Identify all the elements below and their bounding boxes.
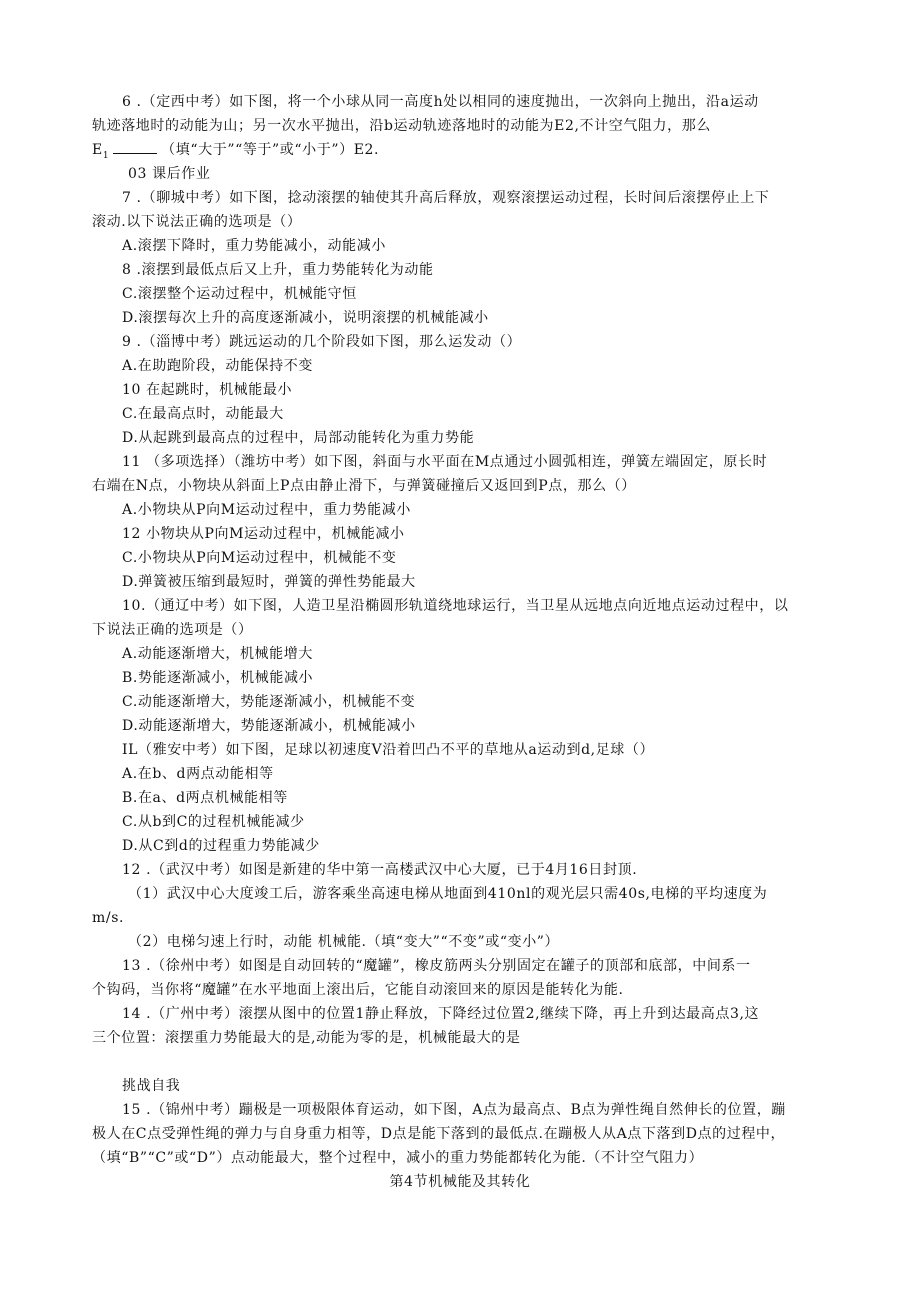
q11-option-a: A.小物块从P向M运动过程中，重力势能减小: [122, 502, 411, 518]
q-ya-an-option-d: D.从C到d的过程重力势能减少: [122, 838, 320, 854]
q10-line-2: 下说法正确的选项是（）: [92, 622, 253, 638]
q7-line-2: 滚动.以下说法正确的选项是（）: [92, 214, 302, 230]
q9-option-d: D.从起跳到最高点的过程中，局部动能转化为重力势能: [122, 430, 475, 446]
q12-part-2: （2）电梯匀速上行时，动能 机械能.（填“变大”“不变”或“变小”）: [128, 934, 560, 950]
q10-option-d: D.动能逐渐增大，势能逐渐减小，机械能减小: [122, 718, 416, 734]
q11-line-2: 右端在N点，小物块从斜面上P点由静止滑下，与弹簧碰撞后又返回到P点，那么（）: [92, 478, 636, 494]
q9-line-1: 9 .（淄博中考）跳远运动的几个阶段如下图，那么运发动（）: [122, 334, 522, 350]
q15-line-3: （填“B”“C”或“D”）点动能最大，整个过程中，减小的重力势能都转化为能.（不计空气阻力）: [92, 1150, 704, 1166]
q9-option-c: C.在最高点时，动能最大: [122, 406, 284, 422]
q-ya-an-option-c: C.从b到C的过程机械能减少: [122, 814, 305, 830]
q10-option-c: C.动能逐渐增大，势能逐渐减小，机械能不变: [122, 694, 416, 710]
q13-line-1: 13 .（徐州中考）如图是自动回转的“魔罐”，橡皮筋两头分别固定在罐子的顶部和底部，中间系一: [122, 958, 751, 974]
q11-option-b: 12 小物块从P向M运动过程中，机械能减小: [122, 526, 405, 542]
q6-line-3-text: （填“大于”“等于”或“小于”）E2.: [161, 142, 380, 158]
q12-part-1: （1）武汉中心大度竣工后，游客乘坐高速电梯从地面到410nl的观光层只需40s,电梯的平均速度为: [128, 886, 768, 902]
q-ya-an-line-1: IL（雅安中考）如下图，足球以初速度V沿着凹凸不平的草地从a运动到d,足球（）: [122, 742, 655, 758]
q7-option-c: C.滚摆整个运动过程中，机械能守恒: [122, 286, 357, 302]
q7-line-1: 7 .（聊城中考）如下图，捻动滚摆的轴使其升高后释放，观察滚摆运动过程，长时间后滚摆停止上下: [122, 190, 770, 206]
q12-part-1-unit: m/s.: [92, 910, 125, 926]
q11-option-d: D.弹簧被压缩到最短时，弹簧的弹性势能最大: [122, 574, 416, 590]
q15-line-1: 15 .（锦州中考）蹦极是一项极限体育运动，如下图，A点为最高点、B点为弹性绳自然伸长的位置，蹦: [122, 1102, 786, 1118]
q14-line-2: 三个位置：滚摆重力势能最大的是,动能为零的是，机械能最大的是: [92, 1030, 521, 1046]
section-footer-title: 第4节机械能及其转化: [389, 1174, 531, 1190]
section-after-class: 03 课后作业: [128, 166, 211, 182]
q7-option-a: A.滚摆下降时，重力势能减小，动能减小: [122, 238, 386, 254]
q6-line-2: 轨迹落地时的动能为山；另一次水平抛出，沿b运动轨迹落地时的动能为E2,不计空气阻力，那么: [92, 118, 711, 134]
q10-option-a: A.动能逐渐增大，机械能增大: [122, 646, 313, 662]
q13-line-2: 个钩码，当你将“魔罐”在水平地面上滚出后，它能自动滚回来的原因是能转化为能.: [92, 982, 624, 998]
q-ya-an-option-b: B.在a、d两点机械能相等: [122, 790, 288, 806]
q12-line-1: 12 .（武汉中考）如图是新建的华中第一高楼武汉中心大厦，已于4月16日封顶.: [122, 862, 638, 878]
answer-blank: [113, 140, 157, 154]
q11-line-1: 11 （多项选择）（潍坊中考）如下图，斜面与水平面在M点通过小圆弧相连，弹簧左端固定，原长时: [122, 454, 768, 470]
q6-line-3: [92, 140, 832, 166]
q7-option-b: 8 .滚摆到最低点后又上升，重力势能转化为动能: [122, 262, 434, 278]
e1-label: E: [92, 142, 103, 158]
q7-option-d: D.滚摆每次上升的高度逐渐减小，说明滚摆的机械能减小: [122, 310, 489, 326]
e1-subscript: 1: [102, 150, 110, 161]
section-challenge: 挑战自我: [122, 1078, 181, 1094]
q14-line-1: 14 .（广州中考）滚摆从图中的位置1静止释放，下降经过位置2,继续下降，再上升到达最高点3,这: [122, 1006, 760, 1022]
q15-line-2: 极人在C点受弹性绳的弹力与自身重力相等，D点是能下落到的最低点.在蹦极人从A点下落到D点的过程中，: [92, 1126, 786, 1142]
q10-option-b: B.势能逐渐减小，机械能减小: [122, 670, 314, 686]
q9-option-b: 10 在起跳时，机械能最小: [122, 382, 293, 398]
q-ya-an-option-a: A.在b、d两点动能相等: [122, 766, 274, 782]
q9-option-a: A.在助跑阶段，动能保持不变: [122, 358, 313, 374]
q10-line-1: 10.（通辽中考）如下图，人造卫星沿椭圆形轨道绕地球运行，当卫星从远地点向近地点运动过程中，以: [122, 598, 789, 614]
q6-line-1: 6 .（定西中考）如下图，将一个小球从同一高度h处以相同的速度抛出，一次斜向上抛出，沿a运动: [122, 94, 759, 110]
q11-option-c: C.小物块从P向M运动过程中，机械能不变: [122, 550, 397, 566]
